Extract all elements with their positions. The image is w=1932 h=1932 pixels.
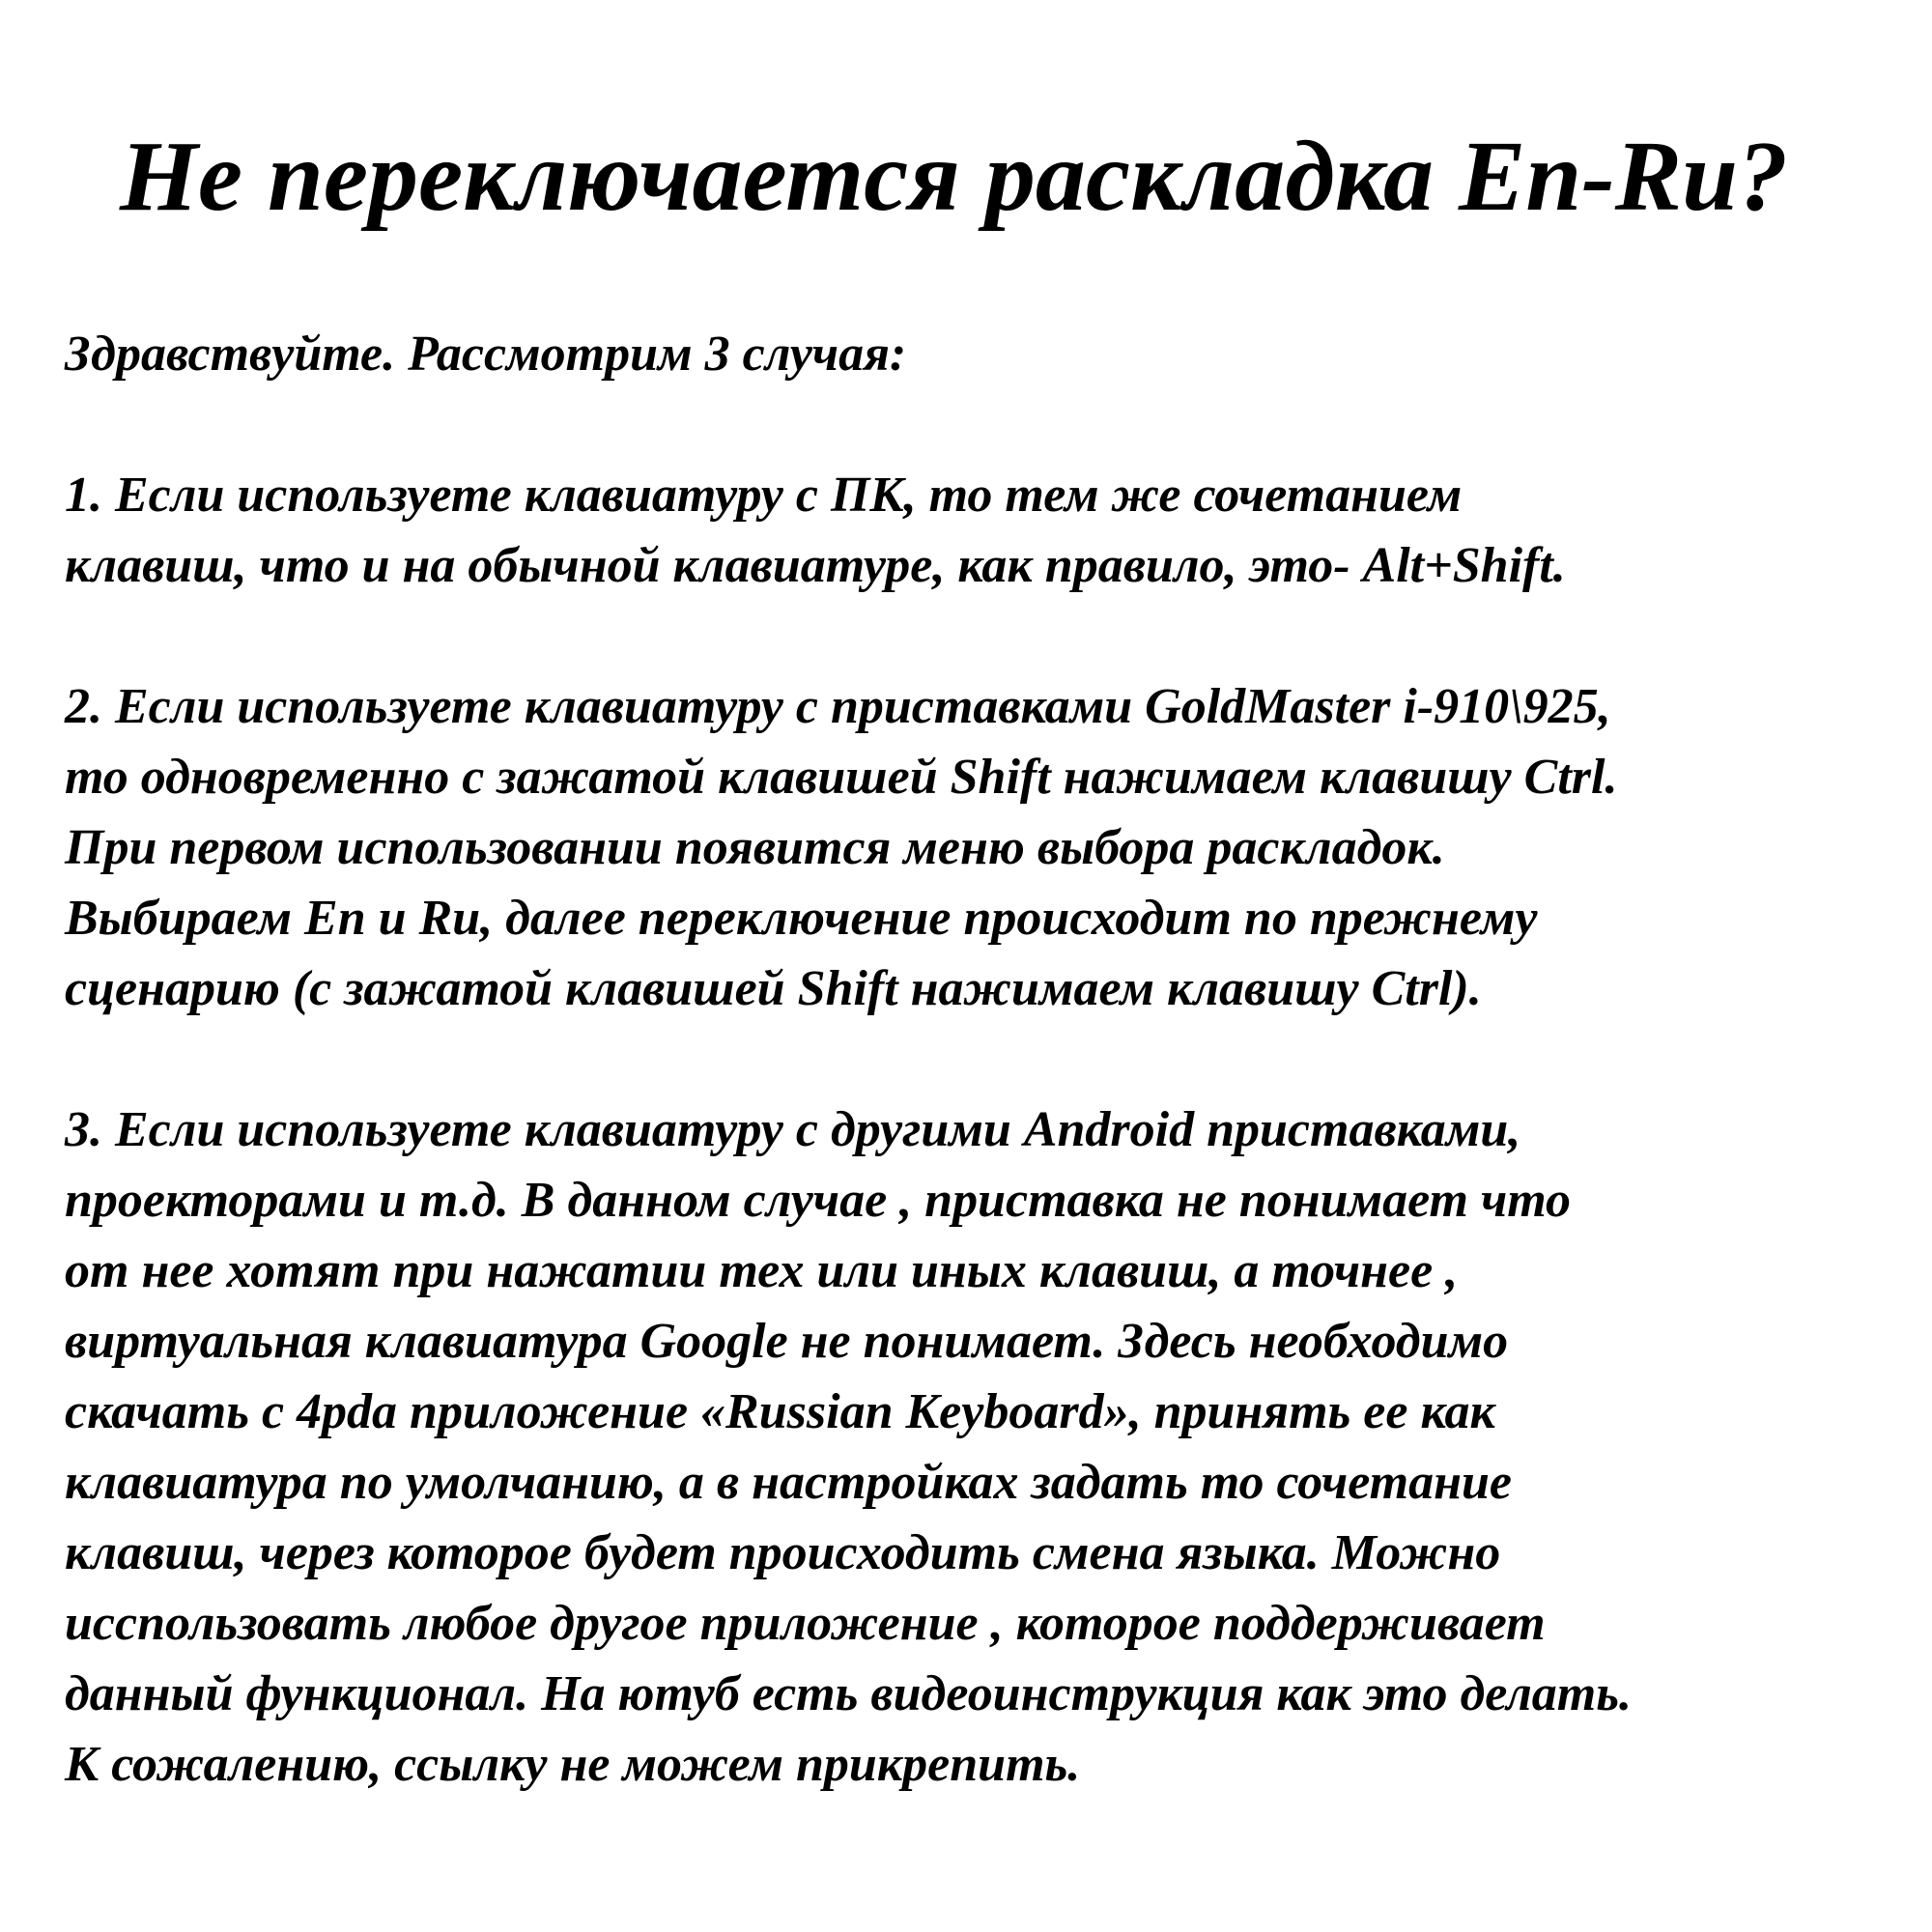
case-3-paragraph (65, 1094, 1919, 1800)
case-1-paragraph (65, 460, 1919, 601)
case-1-line: клавиш, что и на обычной клавиатуре, как правило, это- Alt+Shift. (65, 538, 1566, 593)
case-3-line: клавиатура по умолчанию, а в настройках задать то сочетание (65, 1455, 1512, 1510)
case-2-line: Выбираем En и Ru, далее переключение происходит по прежнему (65, 891, 1538, 946)
greeting-text: Здравствуйте. Рассмотрим 3 случая: (65, 327, 907, 382)
case-3-line: виртуальная клавиатура Google не понимает. Здесь необходимо (65, 1314, 1509, 1369)
case-3-line: исспользовать любое другое приложение , которое поддерживает (65, 1596, 1546, 1651)
article-body (65, 319, 1919, 1800)
case-3-line: от нее хотят при нажатии тех или иных клавиш, а точнее , (65, 1243, 1459, 1298)
paragraph-gap (65, 389, 1919, 460)
case-2-line: При первом использовании появится меню выбора раскладок. (65, 820, 1445, 875)
case-2-line: то одновременно с зажатой клавишей Shift нажимаем клавишу Ctrl. (65, 750, 1618, 805)
case-2-line: 2. Если используете клавиатуру с приставками GoldMaster i-910\925, (65, 679, 1611, 734)
case-3-line: данный функционал. На ютуб есть видеоинструкция как это делать. (65, 1666, 1632, 1721)
case-3-line: К сожалению, ссылку не можем прикрепить. (65, 1737, 1081, 1792)
case-2-line: сценарию (с зажатой клавишей Shift нажимаем клавишу Ctrl). (65, 961, 1482, 1016)
case-2-paragraph (65, 671, 1919, 1024)
paragraph-gap (65, 1024, 1919, 1094)
case-3-line: скачать с 4pda приложение «Russian Keyboard», принять ее как (65, 1384, 1495, 1439)
page-title: Не переключается раскладка En-Ru? (119, 121, 1789, 232)
case-1-line: 1. Если используете клавиатуру с ПК, то тем же сочетанием (65, 468, 1463, 523)
case-3-line: клавиш, через которое будет происходить смена языка. Можно (65, 1525, 1501, 1580)
paragraph-gap (65, 601, 1919, 671)
case-3-line: 3. Если используете клавиатуру с другими Android приставками, (65, 1102, 1521, 1157)
case-3-line: проекторами и т.д. В данном случае , приставка не понимает что (65, 1173, 1572, 1228)
